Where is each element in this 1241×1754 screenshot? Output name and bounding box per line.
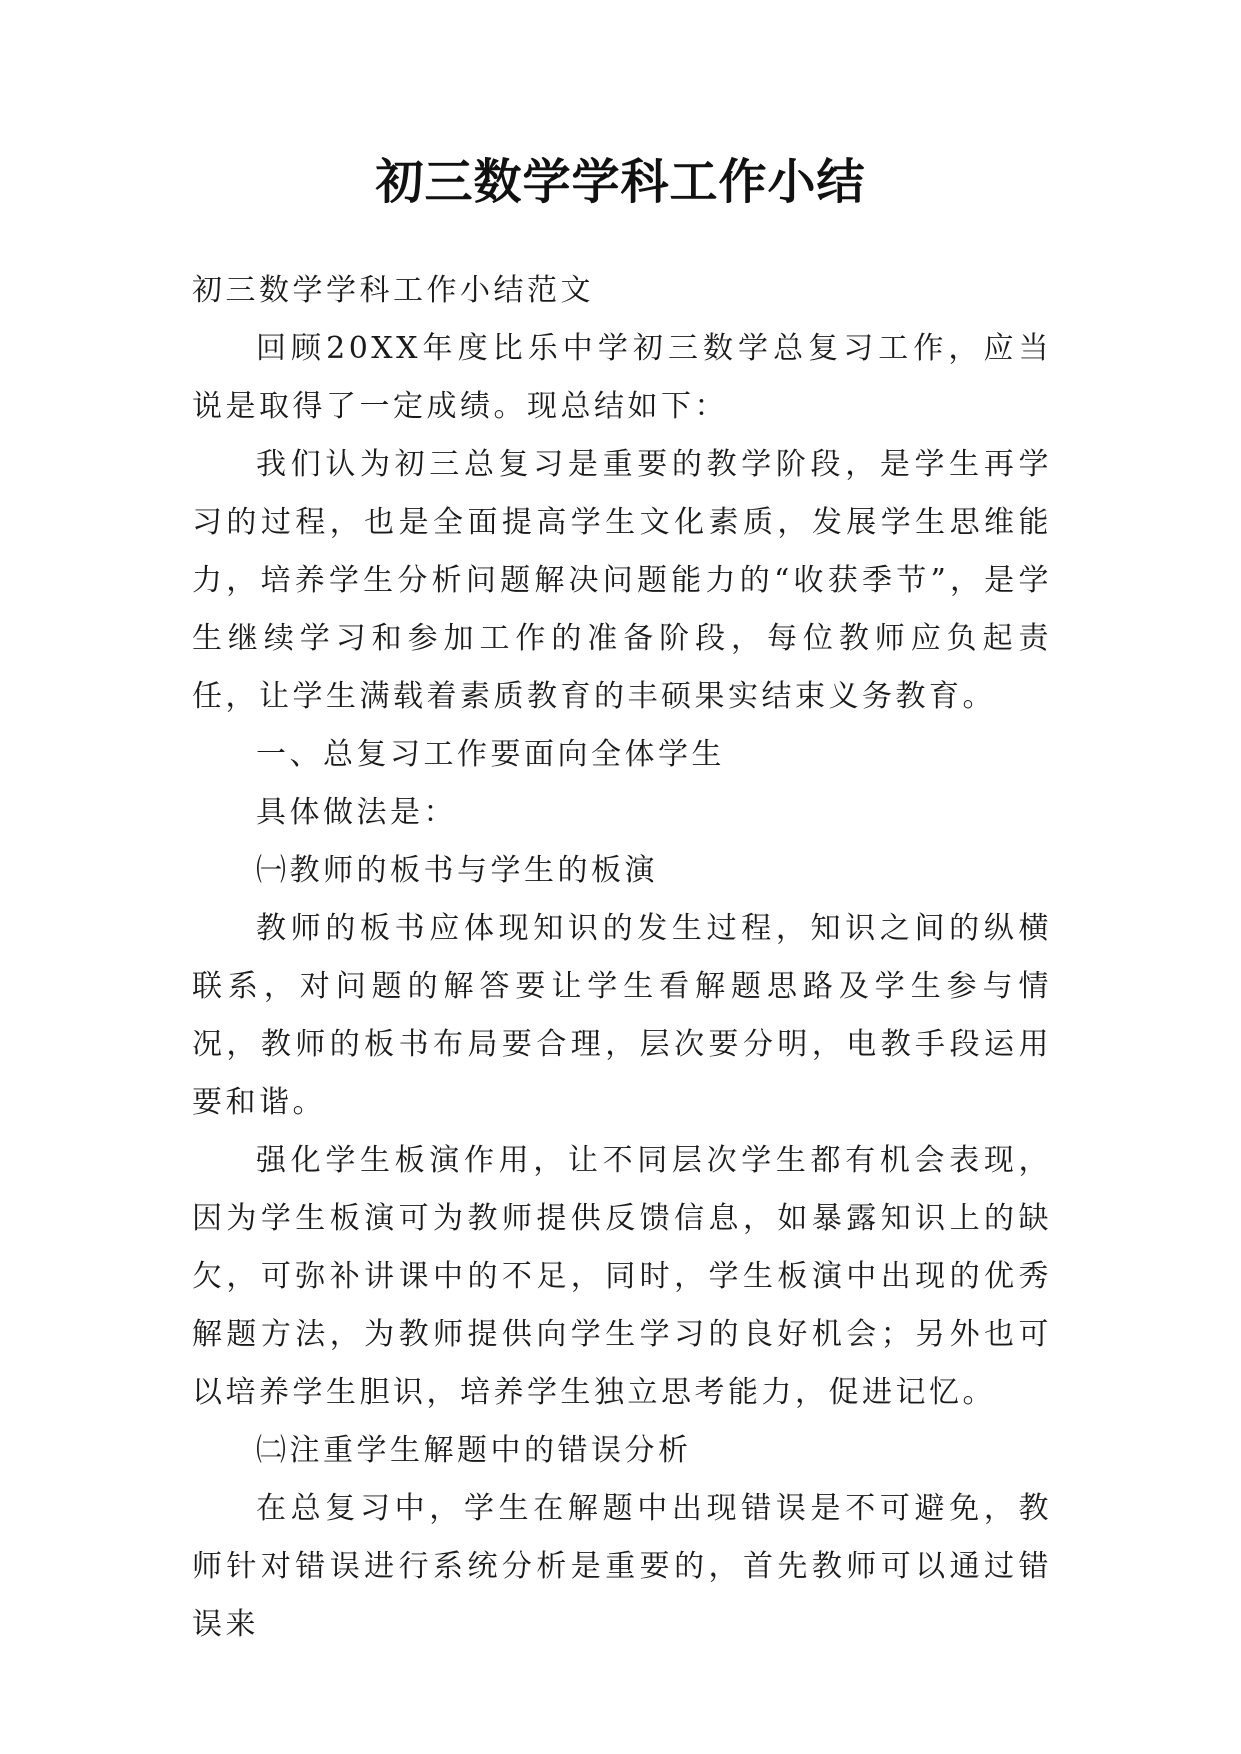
subsection-heading: ㈡注重学生解题中的错误分析 (256, 1433, 692, 1468)
paragraph: 强化学生板演作用，让不同层次学生都有机会表现，因为学生板演可为教师提供反馈信息，如暴露知识上的缺欠，可弥补讲课中的不足，同时，学生板演中出现的优秀解题方法，为教师提供向学生学习的良好机会；另外也可以培养学生胆识，培养学生独立思考能力，促进记忆。 (192, 1143, 1052, 1410)
paragraph: 回顾20XX年度比乐中学初三数学总复习工作，应当说是取得了一定成绩。现总结如下： (192, 331, 1052, 424)
section-heading: 一、总复习工作要面向全体学生 (256, 737, 725, 772)
document-body (192, 262, 1052, 1654)
document-title: 初三数学学科工作小结 (375, 154, 866, 210)
paragraph: 教师的板书应体现知识的发生过程，知识之间的纵横联系，对问题的解答要让学生看解题思路及学生参与情况，教师的板书布局要合理，层次要分明，电教手段运用要和谐。 (192, 911, 1052, 1120)
paragraph: 在总复习中，学生在解题中出现错误是不可避免，教师针对错误进行系统分析是重要的，首先教师可以通过错误来 (192, 1491, 1052, 1642)
subsection-heading: ㈠教师的板书与学生的板演 (256, 853, 658, 888)
paragraph: 我们认为初三总复习是重要的教学阶段，是学生再学习的过程，也是全面提高学生文化素质，发展学生思维能力，培养学生分析问题解决问题能力的“收获季节”，是学生继续学习和参加工作的准备阶段，每位教师应负起责任，让学生满载着素质教育的丰硕果实结束义务教育。 (192, 447, 1052, 714)
paragraph-subtitle: 初三数学学科工作小结范文 (192, 273, 594, 308)
paragraph: 具体做法是： (256, 795, 457, 830)
